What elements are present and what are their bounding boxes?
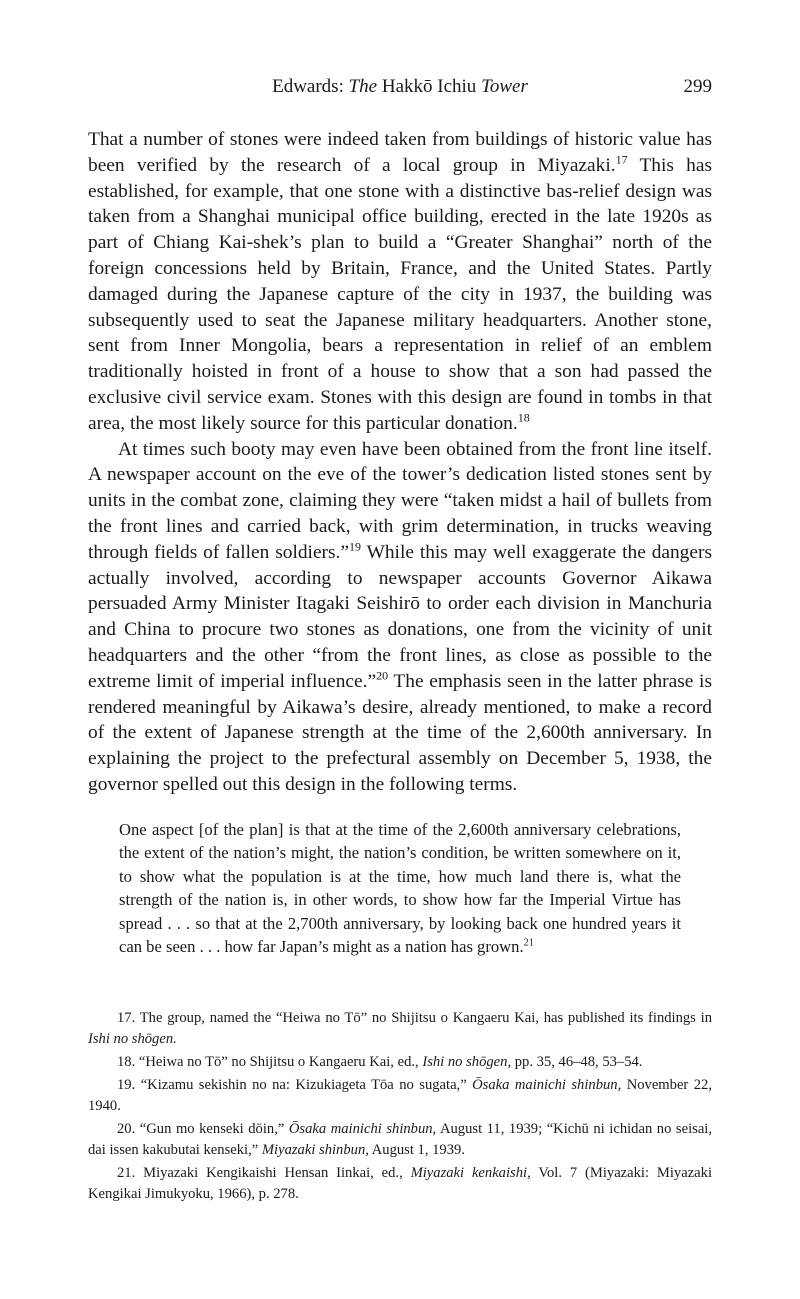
footnote-18: 18. “Heiwa no Tō” no Shijitsu o Kangaeru Kai, ed., Ishi no shōgen, pp. 35, 46–48, 53–54. <box>117 1054 643 1070</box>
footnote-17: 17. The group, named the “Heiwa no Tō” no Shijitsu o Kangaeru Kai, has published its findings in Ishi no shōgen. <box>88 1010 712 1048</box>
footnote-ref-18[interactable]: 18 <box>517 410 530 425</box>
running-head <box>88 76 712 100</box>
footnote-ref-21[interactable]: 21 <box>523 937 534 949</box>
paragraph-2: At times such booty may even have been obtained from the front line itself. A newspaper account on the eve of the tower’s dedication listed stones sent by units in the combat zone, claiming they were “taken midst a hail of bullets from the front lines and carried back, with grim determination, in trucks weaving through fields of fallen soldiers.”$^{19}$ While this may well exaggerate the dangers actually involved, according to newspaper accounts Governor Aikawa persuaded Army Minister Itagaki Seishirō to order each division in Manchuria and China to procure two stones as donations, one from the vicinity of unit headquarters and the other “from the front lines, as close as possible to the extreme limit of imperial influence.”$^{20}$ The emphasis seen in the latter phrase is rendered meaningful by Aikawa’s desire, already mentioned, to make a record of the extent of Japanese strength at the time of the 2,600th anniversary. In explaining the project to the prefectural assembly on December 5, 1938, the governor spelled out this design in the following terms. <box>88 438 712 795</box>
footnote-21: 21. Miyazaki Kengikaishi Hensan Iinkai, ed., Miyazaki kenkaishi, Vol. 7 (Miyazaki: Miyazaki Kengikai Jimukyoku, 1966), p. 278. <box>88 1164 713 1202</box>
footnote-ref-19[interactable]: 19 <box>349 539 362 554</box>
footnote-ref-17[interactable]: 17 <box>615 152 628 167</box>
footnotes <box>88 1008 712 1205</box>
running-head-title: Edwards: The Hakkō Ichiu Tower <box>272 76 528 97</box>
page-number: 299 <box>683 76 712 97</box>
body-text <box>88 127 712 798</box>
footnote-ref-20[interactable]: 20 <box>376 668 389 683</box>
footnote-20: 20. “Gun mo kenseki dōin,” Ōsaka mainichi shinbun, August 11, 1939; “Kichū ni ichidan no seisai, dai issen kakubutai kenseki,” Miyazaki shinbun, August 1, 1939. <box>88 1120 712 1158</box>
block-quote: One aspect [of the plan] is that at the time of the 2,600th anniversary celebrations, the extent of the nation’s might, the nation’s condition, be written somewhere on it, to show what the population is at the time, how much land there is, what the strength of the nation is, in other words, to show how far the Imperial Virtue has spread . . . so that at the 2,700th anniversary, by looking back one hundred years it can be seen . . . how far Japan’s might as a nation has grown.$^{21}$ <box>119 820 681 957</box>
footnote-19: 19. “Kizamu sekishin no na: Kizukiageta Tōa no sugata,” Ōsaka mainichi shinbun, November 22, 1940. <box>88 1076 712 1114</box>
paragraph-1: That a number of stones were indeed taken from buildings of historic value has been verified by the research of a local group in Miyazaki.$^{17}$ This has established, for example, that one stone with a distinctive bas-relief design was taken from a Shanghai municipal office building, erected in the late 1920s as part of Chiang Kai-shek’s plan to build a “Greater Shanghai” north of the foreign concessions held by Britain, France, and the United States. Partly damaged during the Japanese capture of the city in 1937, the building was subsequently used to seat the Japanese military headquarters. Another stone, sent from Inner Mongolia, bears a representation in relief of an emblem traditionally hoisted in front of a house to show that a son had passed the exclusive civil service exam. Stones with this design are found in tombs in that area, the most likely source for this particular donation.$^{18}$ <box>88 129 712 434</box>
